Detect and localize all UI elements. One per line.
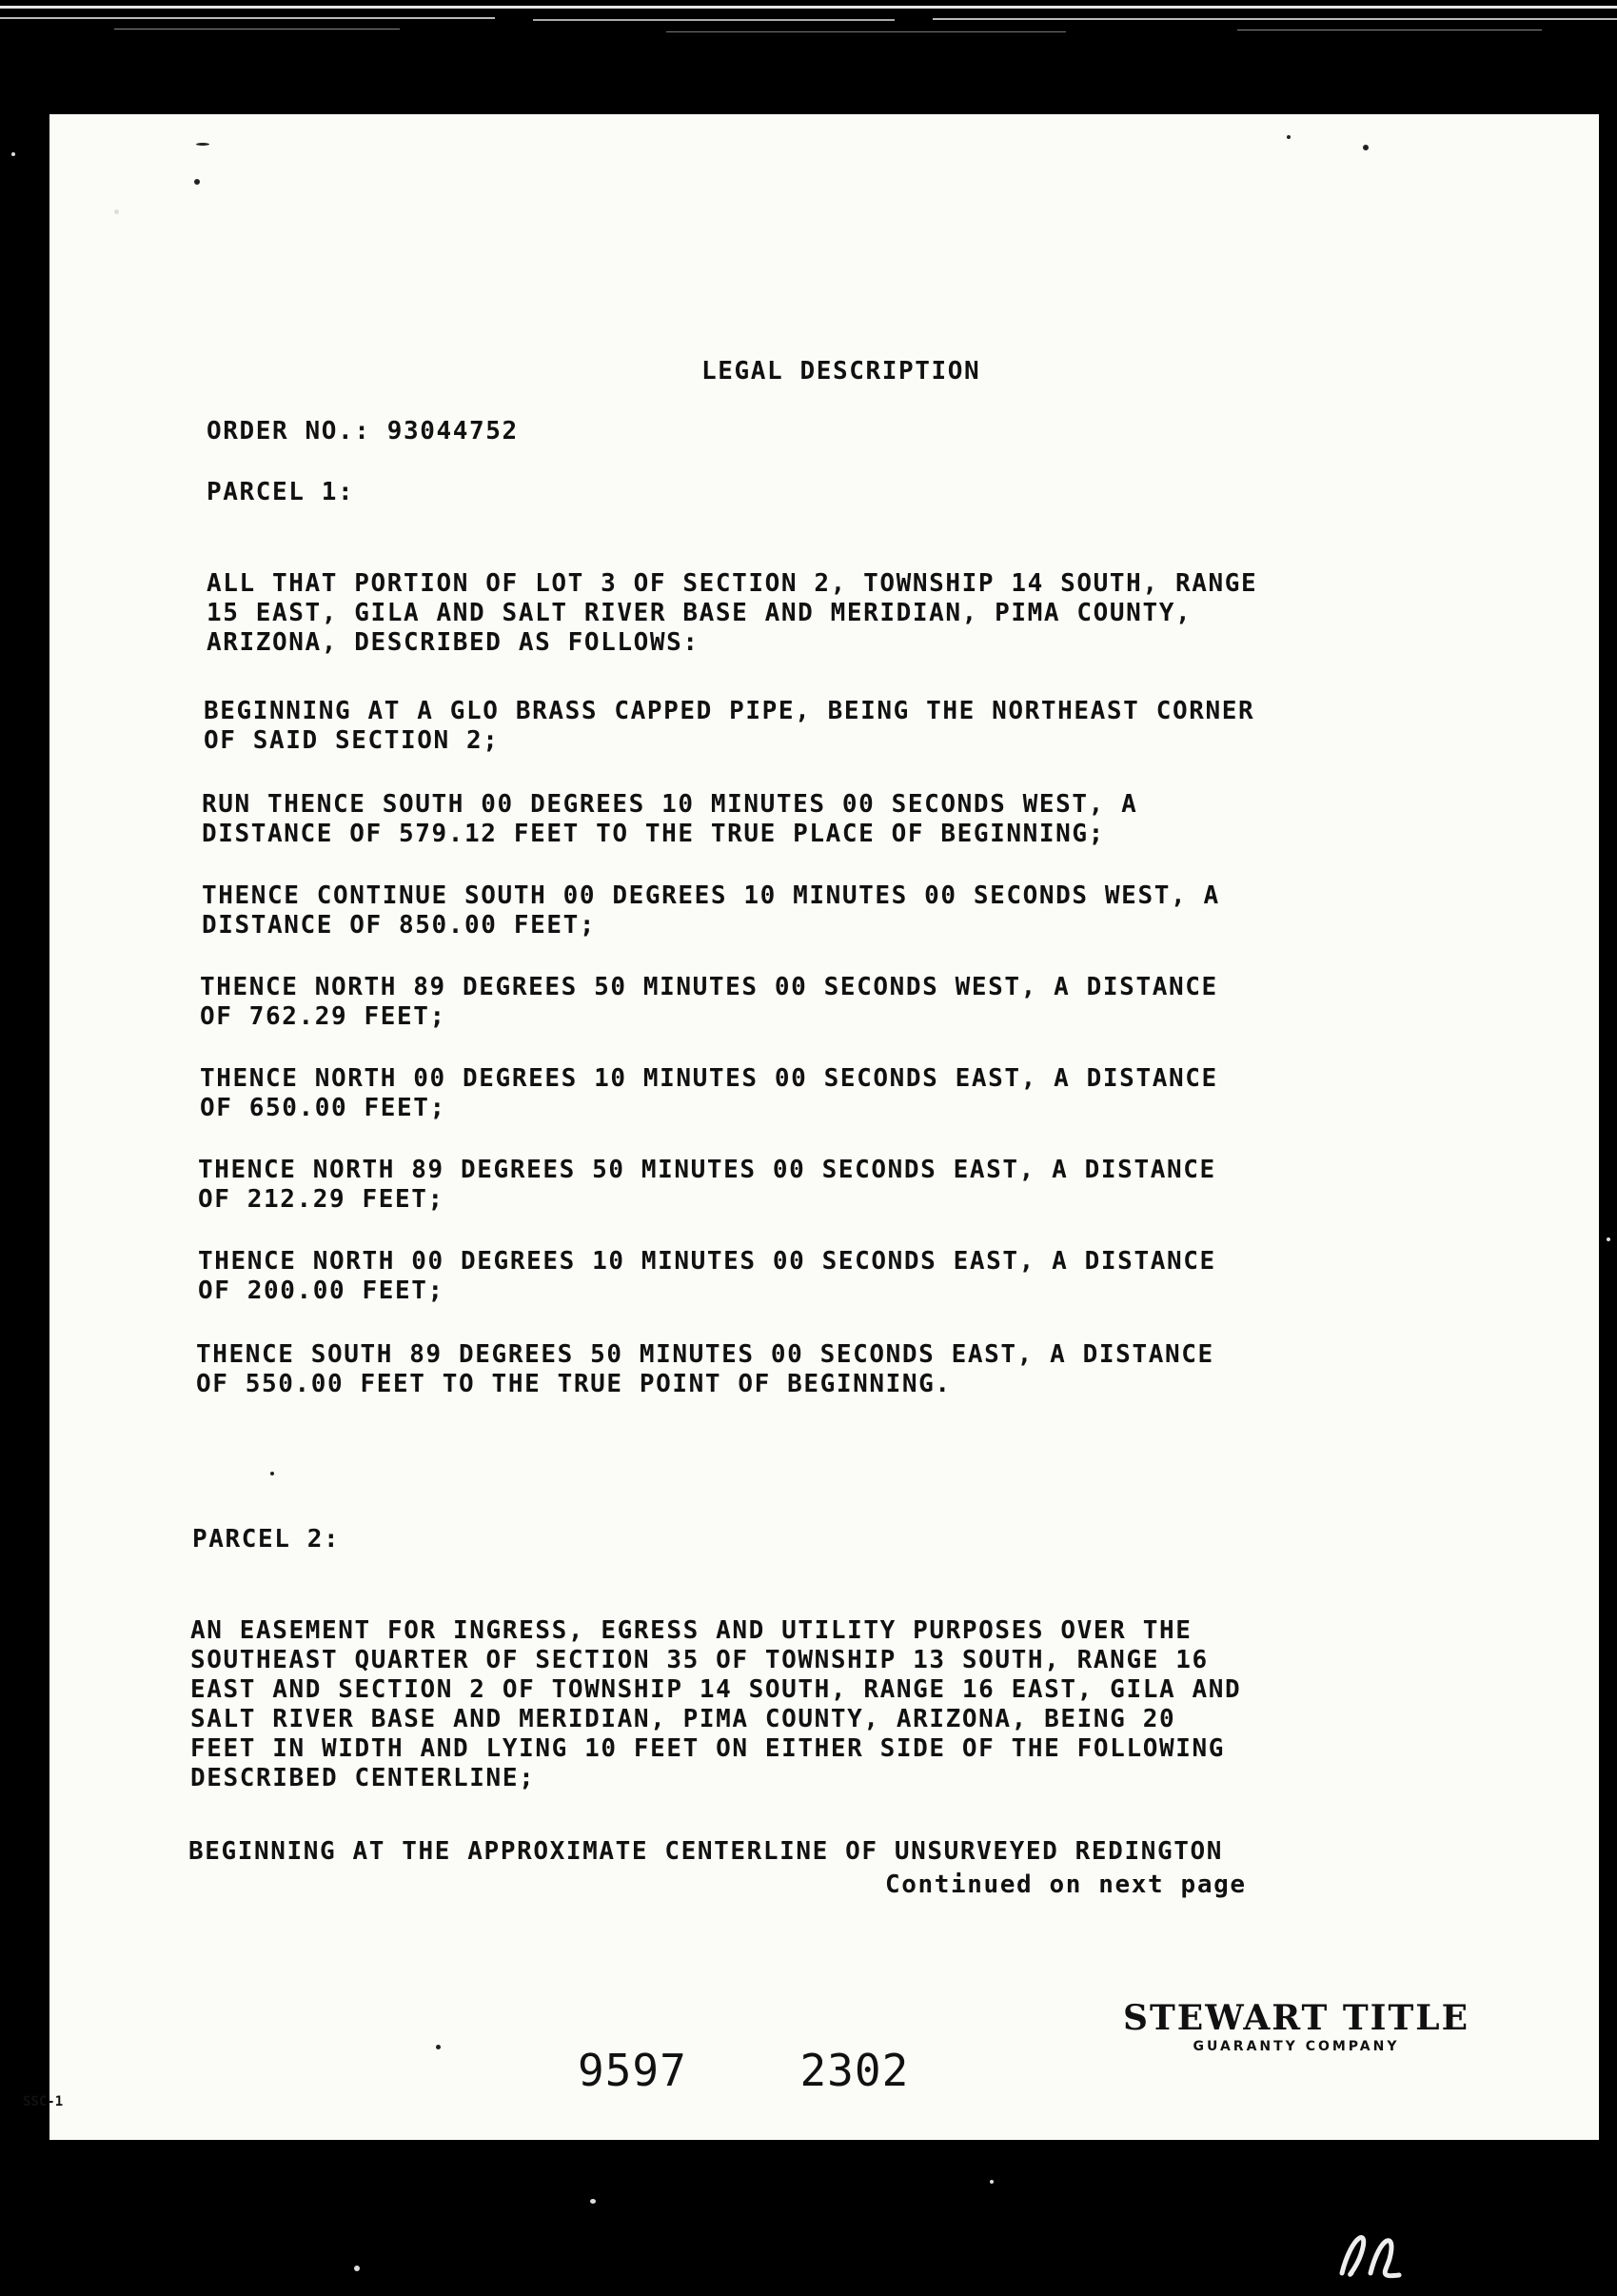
order-number: ORDER NO.: 93044752 — [207, 417, 519, 445]
parcel-1-paragraph: THENCE SOUTH 89 DEGREES 50 MINUTES 00 SECONDS EAST, A DISTANCE OF 550.00 FEET TO THE TRUE POINT OF BEGINNING. — [196, 1340, 1214, 1398]
stewart-title-logo — [1096, 1999, 1496, 2054]
scan-speck — [436, 2045, 441, 2049]
handwritten-mark — [1332, 2207, 1409, 2283]
margin-speck — [114, 209, 119, 214]
margin-speck — [354, 2266, 360, 2271]
document-page — [49, 114, 1599, 2140]
document-title: LEGAL DESCRIPTION — [701, 357, 981, 386]
parcel-1-paragraph: THENCE CONTINUE SOUTH 00 DEGREES 10 MINUTES 00 SECONDS WEST, A DISTANCE OF 850.00 FEET; — [202, 881, 1220, 940]
form-code: SSC-1 — [23, 2094, 64, 2109]
scan-speck — [1287, 135, 1291, 139]
scan-speck — [194, 179, 200, 185]
scan-noise-band — [0, 0, 1617, 57]
scan-speck — [270, 1472, 274, 1475]
margin-speck — [590, 2199, 596, 2204]
parcel-1-heading: PARCEL 1: — [207, 478, 355, 506]
parcel-2-heading: PARCEL 2: — [192, 1525, 341, 1554]
margin-speck — [990, 2180, 994, 2184]
parcel-1-paragraph: THENCE NORTH 89 DEGREES 50 MINUTES 00 SECONDS EAST, A DISTANCE OF 212.29 FEET; — [198, 1156, 1216, 1214]
logo-name: STEWART TITLE — [1122, 1998, 1470, 2038]
logo-subtitle: GUARANTY COMPANY — [1193, 2039, 1400, 2054]
scan-speck — [196, 143, 209, 146]
margin-speck — [11, 152, 15, 156]
parcel-1-paragraph: ALL THAT PORTION OF LOT 3 OF SECTION 2, TOWNSHIP 14 SOUTH, RANGE 15 EAST, GILA AND SALT RIVER BASE AND MERIDIAN, PIMA COUNTY, ARIZONA, DESCRIBED AS FOLLOWS: — [207, 569, 1258, 657]
page-numbers — [578, 2045, 909, 2096]
page-number-right: 2302 — [799, 2045, 910, 2096]
parcel-1-paragraph: RUN THENCE SOUTH 00 DEGREES 10 MINUTES 00 SECONDS WEST, A DISTANCE OF 579.12 FEET TO THE TRUE PLACE OF BEGINNING; — [202, 790, 1138, 848]
parcel-1-paragraph: THENCE NORTH 00 DEGREES 10 MINUTES 00 SECONDS EAST, A DISTANCE OF 650.00 FEET; — [200, 1064, 1218, 1122]
scan-speck — [1363, 145, 1369, 150]
margin-speck — [1607, 1237, 1610, 1241]
parcel-1-paragraph: THENCE NORTH 00 DEGREES 10 MINUTES 00 SECONDS EAST, A DISTANCE OF 200.00 FEET; — [198, 1247, 1216, 1305]
parcel-1-paragraph: BEGINNING AT A GLO BRASS CAPPED PIPE, BEING THE NORTHEAST CORNER OF SAID SECTION 2; — [204, 697, 1255, 755]
continued-note: Continued on next page — [885, 1870, 1247, 1899]
parcel-1-paragraph: THENCE NORTH 89 DEGREES 50 MINUTES 00 SECONDS WEST, A DISTANCE OF 762.29 FEET; — [200, 973, 1218, 1031]
parcel-2-paragraph: AN EASEMENT FOR INGRESS, EGRESS AND UTILITY PURPOSES OVER THE SOUTHEAST QUARTER OF SECTION 35 OF TOWNSHIP 13 SOUTH, RANGE 16 EAST AND SECTION 2 OF TOWNSHIP 14 SOUTH, RANGE 16 EAST, GILA AND SALT RIVER BASE AND MERIDIAN, PIMA COUNTY, ARIZONA, BEING 20 FEET IN WIDTH AND LYING 10 FEET ON EITHER SIDE OF THE FOLLOWING DESCRIBED CENTERLINE; — [190, 1616, 1242, 1792]
parcel-2-paragraph: BEGINNING AT THE APPROXIMATE CENTERLINE OF UNSURVEYED REDINGTON — [188, 1837, 1223, 1866]
page-number-left: 9597 — [578, 2045, 687, 2096]
